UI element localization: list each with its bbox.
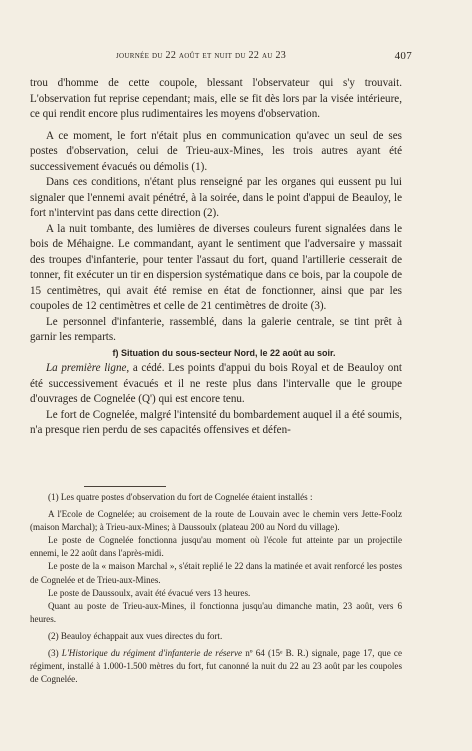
paragraph: Le personnel d'infanterie, rassemblé, dans la galerie centrale, se tint prêt à garnir les remparts. — [30, 315, 402, 343]
footnote-text: Le poste de Cognelée fonctionna jusqu'au moment où l'école fut atteinte par un projectile ennemi, le 22 août dans l'après-midi. — [30, 535, 402, 559]
footnote-text: Le poste de Daussoulx, avait été évacué vers 13 heures. — [48, 587, 251, 598]
paragraph: Le fort de Cognelée, malgré l'intensité du bombardement auquel il a été soumis, n'a presque rien perdu de ses capacités offensives et défen- — [30, 408, 402, 436]
footnotes — [30, 491, 402, 686]
paragraph: Dans ces conditions, n'étant plus renseigné par les organes qui eussent pu lui signaler que l'ennemi avait pénétré, à la soirée, dans le point d'appui de Beauloy, le fort n'intervint pas dans cette direction (2). — [30, 176, 402, 219]
footnote-text: Quant au poste de Trieu-aux-Mines, il fonctionna jusqu'au dimanche matin, 23 août, vers 6 heures. — [30, 600, 402, 624]
footnote-text: A l'Ecole de Cognelée; au croisement de la route de Louvain avec le chemin vers Jette-Foolz (maison Marchal); à Trieu-aux-Mines; à Daussoulx (plateau 200 au Nord du village). — [30, 509, 402, 533]
section-subheading: f) Situation du sous-secteur Nord, le 22 août au soir. — [112, 347, 336, 358]
page-number: 407 — [394, 50, 412, 62]
footnote-divider — [84, 486, 166, 487]
main-text — [30, 76, 402, 439]
paragraph-text: a cédé. Les points d'appui du bois Royal et de Beauloy ont été successivement évacués et il ne reste plus dans l'intervalle que le groupe d'ouvrages de Cognelée (Q') qui est encore tenu. — [30, 362, 402, 405]
italic-title: L'Historique du régiment d'infanterie de réserve — [61, 648, 243, 659]
italic-phrase: La première ligne, — [46, 362, 130, 374]
paragraph — [30, 361, 402, 408]
footnote-text: Le poste de la « maison Marchal », s'était replié le 22 dans la matinée et avait renforcé les postes de Cognelée et de Trieu-aux-Mines. — [30, 561, 402, 585]
paragraph: trou d'homme de cette coupole, blessant l'observateur qui s'y trouvait. L'observation fut reprise cependant; mais, elle se fit dès lors par la visée intérieure, ce qui rendit encore plus rudimentaires les moyens d'observation. — [30, 77, 402, 120]
paragraph: A la nuit tombante, des lumières de diverses couleurs furent signalées dans le bois de Méhaigne. Le commandant, ayant le sentiment que l'adversaire y massait des troupes d'infanterie, pour tenter l'assaut du fort, quand l'artillerie cesserait de tonner, fit exécuter un tir en dispersion systématique dans ce bois, par la coupole de 15 centimètres, qui avait été remise en état de fonctionner, ainsi que par les coupoles de 12 centimètres et celle de 21 centimètres de droite (3). — [30, 222, 402, 312]
paragraph: A ce moment, le fort n'était plus en communication qu'avec un seul de ses postes d'observation, celui de Trieu-aux-Mines, les trois autres ayant été successivement évacués ou démolis (1). — [30, 129, 402, 173]
footnote — [30, 647, 402, 686]
footnote-marker: (3) — [48, 648, 62, 659]
footnote: (1) Les quatre postes d'observation du fort de Cognelée étaient installés : — [48, 492, 313, 502]
running-title: journée du 22 août et nuit du 22 au 23 — [116, 50, 287, 61]
footnote: (2) Beauloy échappait aux vues directes du fort. — [48, 630, 223, 641]
footnote-text: nº 64 (15ᵉ B. R.) signale, page 17, que ce régiment, installé à 1.000-1.500 mètres du fort, fut canonné la nuit du 22 au 23 août par les coupoles de Cognelée. — [30, 648, 402, 685]
